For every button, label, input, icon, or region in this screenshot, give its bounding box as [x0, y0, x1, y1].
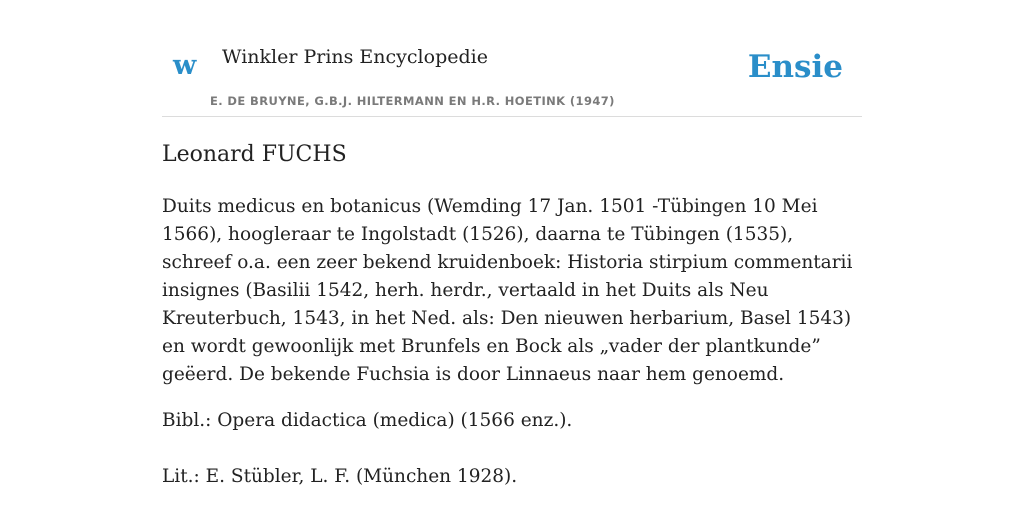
encyclopedia-title[interactable]: Winkler Prins Encyclopedie [222, 46, 488, 68]
article-title: Leonard FUCHS [162, 142, 347, 167]
article-body: Duits medicus en botanicus (Wemding 17 Jan. 1501 -Tübingen 10 Mei 1566), hoogleraar te Ingolstadt (1526), daarna te Tübingen (1535), schreef o.a. een zeer bekend kruidenboek: Historia stirpium commentarii insignes (Basilii 1542, herh. herdr., vertaald in het Duits als Neu Kreuterbuch, 1543, in het Ned. als: Den nieuwen herbarium, Basel 1543) en wordt gewoonlijk met Brunfels en Bock als „vader der plantkunde” geëerd. De bekende Fuchsia is door Linnaeus naar hem genoemd. [162, 196, 853, 385]
article [162, 140, 862, 491]
article-literature: Lit.: E. Stübler, L. F. (München 1928). [162, 466, 518, 487]
encyclopedia-header [162, 0, 862, 117]
winkler-prins-logo[interactable]: w [173, 50, 197, 81]
ensie-logo-link[interactable]: Ensie [747, 49, 843, 85]
encyclopedia-authors: E. DE BRUYNE, G.B.J. HILTERMANN EN H.R. HOETINK (1947) [210, 94, 615, 108]
article-bibliography: Bibl.: Opera didactica (medica) (1566 enz.). [162, 410, 573, 431]
